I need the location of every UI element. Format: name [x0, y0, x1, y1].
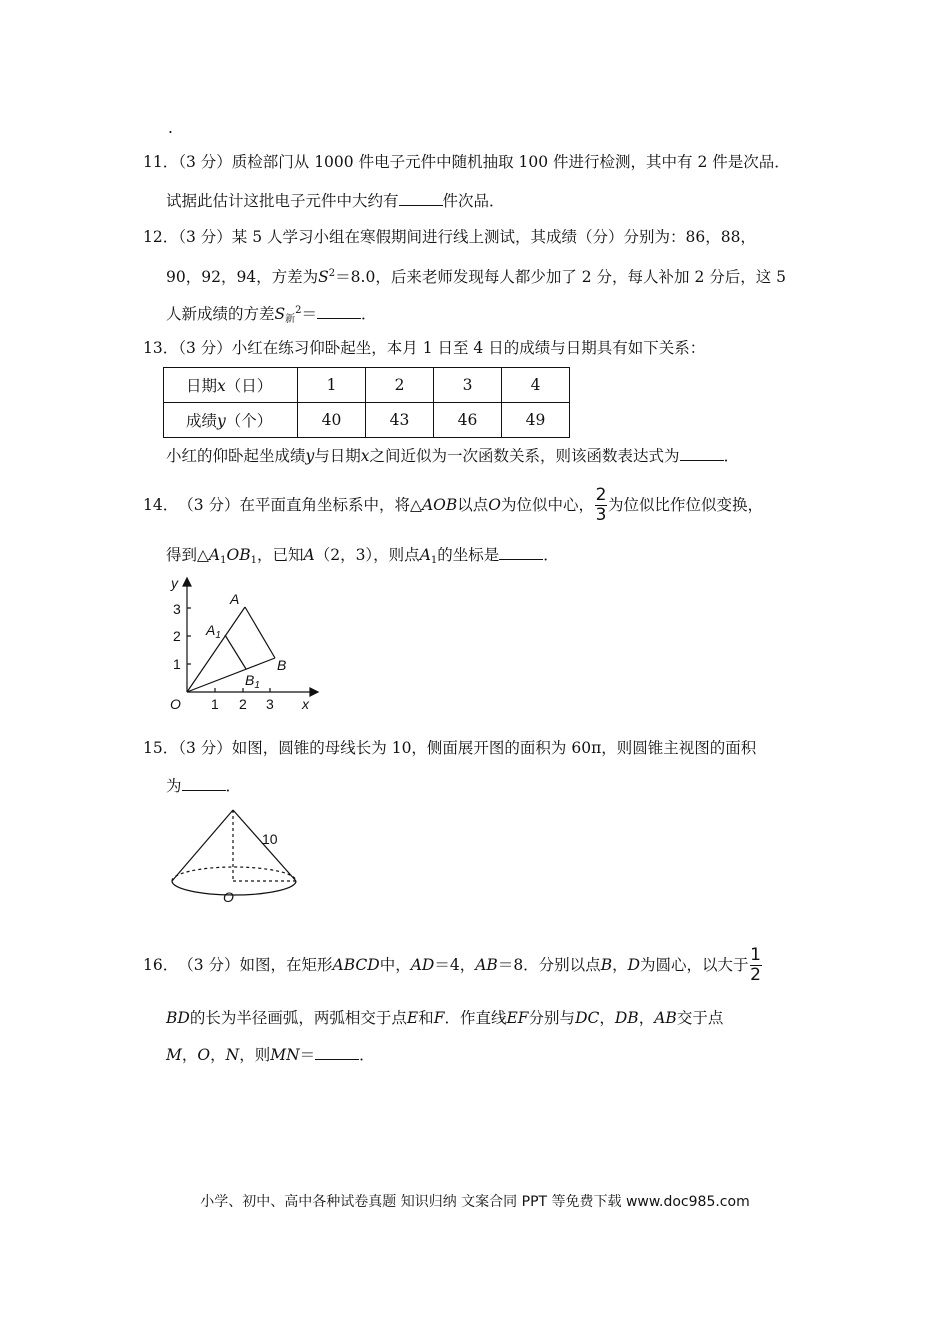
question-11-line-1: [143, 152, 790, 172]
question-text: 之间近似为一次函数关系，则该函数表达式为: [369, 447, 680, 465]
question-text: 中，: [379, 956, 411, 974]
variable: x: [360, 447, 370, 465]
question-text: ＝: [301, 305, 318, 323]
question-text: （3 分）在平面直角坐标系中，将△: [178, 496, 422, 514]
slant-length-label: 10: [262, 831, 278, 847]
cone-base-back: [172, 867, 296, 881]
question-text: 为圆心，以大于: [640, 956, 749, 974]
question-16-line-1: [143, 945, 763, 985]
question-number: 13．: [143, 339, 179, 357]
table-cell: 3: [434, 368, 502, 403]
variable: D: [627, 956, 641, 974]
table-row: [164, 368, 570, 403]
variance-symbol: S: [318, 268, 329, 286]
question-15-line-1: [143, 738, 756, 758]
question-text: 试据此估计这批电子元件中大约有: [166, 192, 399, 210]
question-text: ，已知: [256, 546, 304, 564]
question-12-line-3: [166, 301, 377, 330]
variable: MN: [270, 1046, 300, 1064]
question-text: ，: [181, 1046, 198, 1064]
question-text: ＝4，: [434, 956, 476, 974]
table-cell: 40: [298, 403, 366, 438]
cone-left-edge: [172, 810, 233, 881]
question-text: ，: [599, 1009, 615, 1027]
table-cell: 1: [298, 368, 366, 403]
variable: DB: [614, 1009, 639, 1027]
question-13-line-1: [143, 338, 705, 358]
y-tick-label: 2: [173, 628, 181, 644]
origin-label: O: [170, 696, 181, 712]
table-cell: 49: [502, 403, 570, 438]
subscript: 新: [285, 314, 296, 325]
fraction: $\frac{1}{2}$: [750, 944, 761, 985]
variable: B: [600, 956, 613, 974]
question-text: ．作直线: [444, 1009, 507, 1027]
question-16-line-3: [166, 1045, 375, 1065]
question-text: （3 分）如图，圆锥的母线长为 10，侧面展开图的面积为 60π，则圆锥主视图的面积: [178, 739, 757, 757]
page-footer: 小学、初中、高中各种试卷真题 知识归纳 文案合同 PPT 等免费下载 www.doc985.com: [200, 1194, 750, 1210]
variable: AB: [654, 1009, 677, 1027]
variable: DC: [575, 1009, 600, 1027]
question-text: 以点: [457, 496, 489, 514]
question-text: 为: [166, 777, 182, 795]
variable: F: [433, 1009, 445, 1027]
variable: E: [406, 1009, 419, 1027]
variable: y: [305, 447, 315, 465]
variable: ABCD: [332, 956, 380, 974]
question-16-line-2: [166, 1008, 723, 1028]
center-label: O: [223, 889, 234, 905]
question-number: 11．: [143, 153, 179, 171]
variable: AOB: [421, 496, 458, 514]
answer-blank[interactable]: [499, 545, 543, 560]
question-text: 为位似比作位似变换，: [608, 496, 764, 514]
point-B1-label: $B_1$: [245, 672, 260, 691]
variable: O: [488, 496, 501, 514]
cone-figure: [165, 806, 315, 906]
question-text: 分别与: [528, 1009, 576, 1027]
variable: BD: [166, 1009, 190, 1027]
question-text: ．: [225, 777, 242, 795]
x-axis-label: x: [302, 696, 309, 712]
variable: OB: [226, 546, 251, 564]
question-text: 人新成绩的方差: [166, 305, 275, 323]
question-12-line-1: [143, 227, 756, 247]
y-axis-label: y: [171, 575, 178, 591]
data-table: [163, 367, 570, 438]
leading-dot: .: [168, 119, 173, 137]
question-text: 和: [418, 1009, 434, 1027]
question-text: ＝8.0，后来老师发现每人都少加了 2 分，每人补加 2 分后，这 5: [335, 268, 787, 286]
question-text: ，: [638, 1009, 655, 1027]
question-13-line-2: [166, 446, 739, 466]
superscript: 2: [295, 305, 302, 316]
question-text: ＝8．分别以点: [497, 956, 601, 974]
table-cell: 43: [366, 403, 434, 438]
y-axis-arrow: [183, 578, 191, 586]
question-text: 件次品．: [442, 192, 505, 210]
variable: A: [303, 546, 315, 564]
question-text: （2，3），则点: [314, 546, 420, 564]
answer-blank[interactable]: [399, 191, 443, 206]
table-row: [164, 403, 570, 438]
cone-base-front: [172, 881, 296, 895]
table-cell: 2: [366, 368, 434, 403]
question-text: ，则: [239, 1046, 271, 1064]
superscript: 2: [328, 268, 336, 279]
variable: A: [208, 546, 221, 564]
question-text: 90，92，94，方差为: [166, 268, 319, 286]
point-A-label: A: [230, 591, 240, 607]
question-text: ，: [210, 1046, 226, 1064]
variable: EF: [506, 1009, 529, 1027]
variable: M: [166, 1046, 182, 1064]
question-text: ．: [543, 546, 559, 564]
question-text: 的长为半径画弧，两弧相交于点: [189, 1009, 407, 1027]
variable: AD: [410, 956, 435, 974]
question-text: （3 分）质检部门从 1000 件电子元件中随机抽取 100 件进行检测，其中有 2 件是次品．: [178, 153, 790, 171]
question-15-line-2: [166, 776, 241, 796]
point-B-label: B: [277, 657, 287, 673]
question-14-line-1: [143, 485, 763, 525]
question-text: ．: [361, 305, 377, 323]
segment-AB: [245, 607, 275, 658]
question-text: 与日期: [314, 447, 361, 465]
x-axis-arrow: [310, 688, 318, 696]
y-tick-label: 1: [173, 656, 181, 672]
question-number: 12．: [143, 228, 179, 246]
table-cell: 4: [502, 368, 570, 403]
x-tick-label: 1: [211, 696, 219, 712]
question-text: ，: [612, 956, 628, 974]
point-A1-label: $A_1$: [206, 622, 221, 641]
question-text: （3 分）小红在练习仰卧起坐，本月 1 日至 4 日的成绩与日期具有如下关系：: [178, 339, 706, 357]
question-text: （3 分）如图，在矩形: [178, 956, 333, 974]
answer-blank[interactable]: [182, 776, 226, 791]
question-number: 14．: [143, 496, 179, 514]
x-tick-label: 3: [266, 696, 274, 712]
variable: A: [419, 546, 431, 564]
question-text: （3 分）某 5 人学习小组在寒假期间进行线上测试，其成绩（分）分别为：86，88，: [178, 228, 756, 246]
question-text: ＝: [299, 1046, 316, 1064]
variable: AB: [475, 956, 498, 974]
variance-symbol: S: [274, 305, 286, 323]
fraction: $\frac{2}{3}$: [595, 484, 607, 525]
y-tick-label: 3: [173, 601, 181, 617]
question-text: 小红的仰卧起坐成绩: [166, 447, 306, 465]
question-text: 得到△: [166, 546, 209, 564]
question-text: ．: [359, 1046, 375, 1064]
question-number: 15．: [143, 739, 179, 757]
answer-blank[interactable]: [317, 304, 361, 319]
variable: N: [225, 1046, 240, 1064]
answer-blank[interactable]: [315, 1045, 359, 1060]
x-tick-label: 2: [239, 696, 247, 712]
table-header-cell: 成绩y（个）: [164, 403, 298, 438]
answer-blank[interactable]: [680, 446, 724, 461]
question-text: 为位似中心，: [500, 496, 594, 514]
coordinate-figure: [160, 572, 330, 712]
question-text: 的坐标是: [437, 546, 500, 564]
segment-A1B1: [225, 635, 246, 669]
question-12-line-2: [166, 264, 786, 287]
question-14-line-2: 得到$\triangle A_1OB_1$，已知A（2，3），则点$A_1$的坐标是 ．: [166, 546, 559, 566]
question-text: ．: [723, 447, 740, 465]
variable: O: [197, 1046, 211, 1064]
question-text: 交于点: [676, 1009, 724, 1027]
table-cell: 46: [434, 403, 502, 438]
segment-OB: [187, 658, 275, 692]
question-11-line-2: [166, 191, 505, 211]
table-header-cell: 日期x（日）: [164, 368, 298, 403]
segment-OA: [187, 607, 245, 692]
question-number: 16．: [143, 956, 179, 974]
